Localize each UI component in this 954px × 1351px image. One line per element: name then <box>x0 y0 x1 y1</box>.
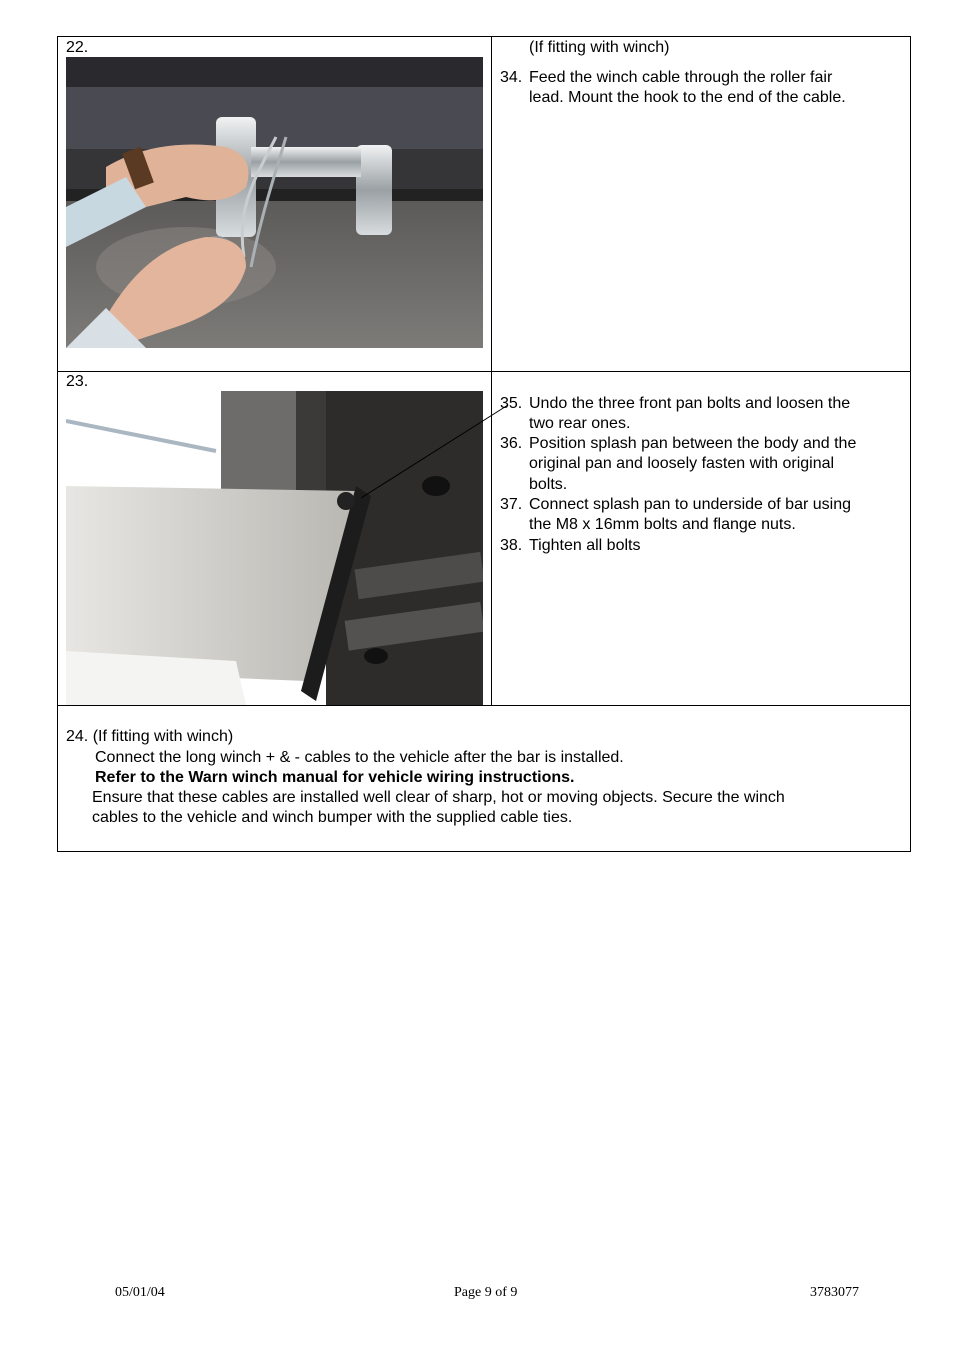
step-35-number: 35. <box>500 395 523 412</box>
column-divider <box>491 37 492 706</box>
footer-page: Page 9 of 9 <box>454 1285 518 1300</box>
step-37-number: 37. <box>500 496 523 513</box>
row-divider <box>58 705 910 706</box>
footer-date: 05/01/04 <box>115 1285 165 1300</box>
step-34-line: lead. Mount the hook to the end of the cable. <box>529 89 846 106</box>
step-number-22: 22. <box>66 39 89 56</box>
step-number-23: 23. <box>66 373 89 390</box>
note-heading: 24. (If fitting with winch) <box>66 728 234 745</box>
step-36-line: bolts. <box>529 476 568 493</box>
step-35-line: two rear ones. <box>529 415 631 432</box>
step-37-line: Connect splash pan to underside of bar using <box>529 496 851 513</box>
row-divider <box>58 371 910 372</box>
step-36-line: original pan and loosely fasten with original <box>529 455 835 472</box>
step-36-line: Position splash pan between the body and the <box>529 435 857 452</box>
step-38-line: Tighten all bolts <box>529 537 641 554</box>
winch-hook-photo <box>66 57 483 348</box>
note-line: Ensure that these cables are installed well clear of sharp, hot or moving objects. Secure the winch <box>92 789 785 806</box>
step-34-line: Feed the winch cable through the roller fair <box>529 69 833 86</box>
note-line: cables to the vehicle and winch bumper with the supplied cable ties. <box>92 809 573 826</box>
note-line: Connect the long winch + & - cables to the vehicle after the bar is installed. <box>95 749 624 766</box>
step-35-line: Undo the three front pan bolts and loosen the <box>529 395 851 412</box>
step-36-number: 36. <box>500 435 523 452</box>
step-37-line: the M8 x 16mm bolts and flange nuts. <box>529 516 796 533</box>
step-34-number: 34. <box>500 69 523 86</box>
callout-arrow <box>355 400 515 505</box>
step-38-number: 38. <box>500 537 523 554</box>
row22-heading: (If fitting with winch) <box>529 39 670 56</box>
note-bold-line: Refer to the Warn winch manual for vehicle wiring instructions. <box>95 769 575 786</box>
footer-doc-number: 3783077 <box>810 1285 859 1300</box>
